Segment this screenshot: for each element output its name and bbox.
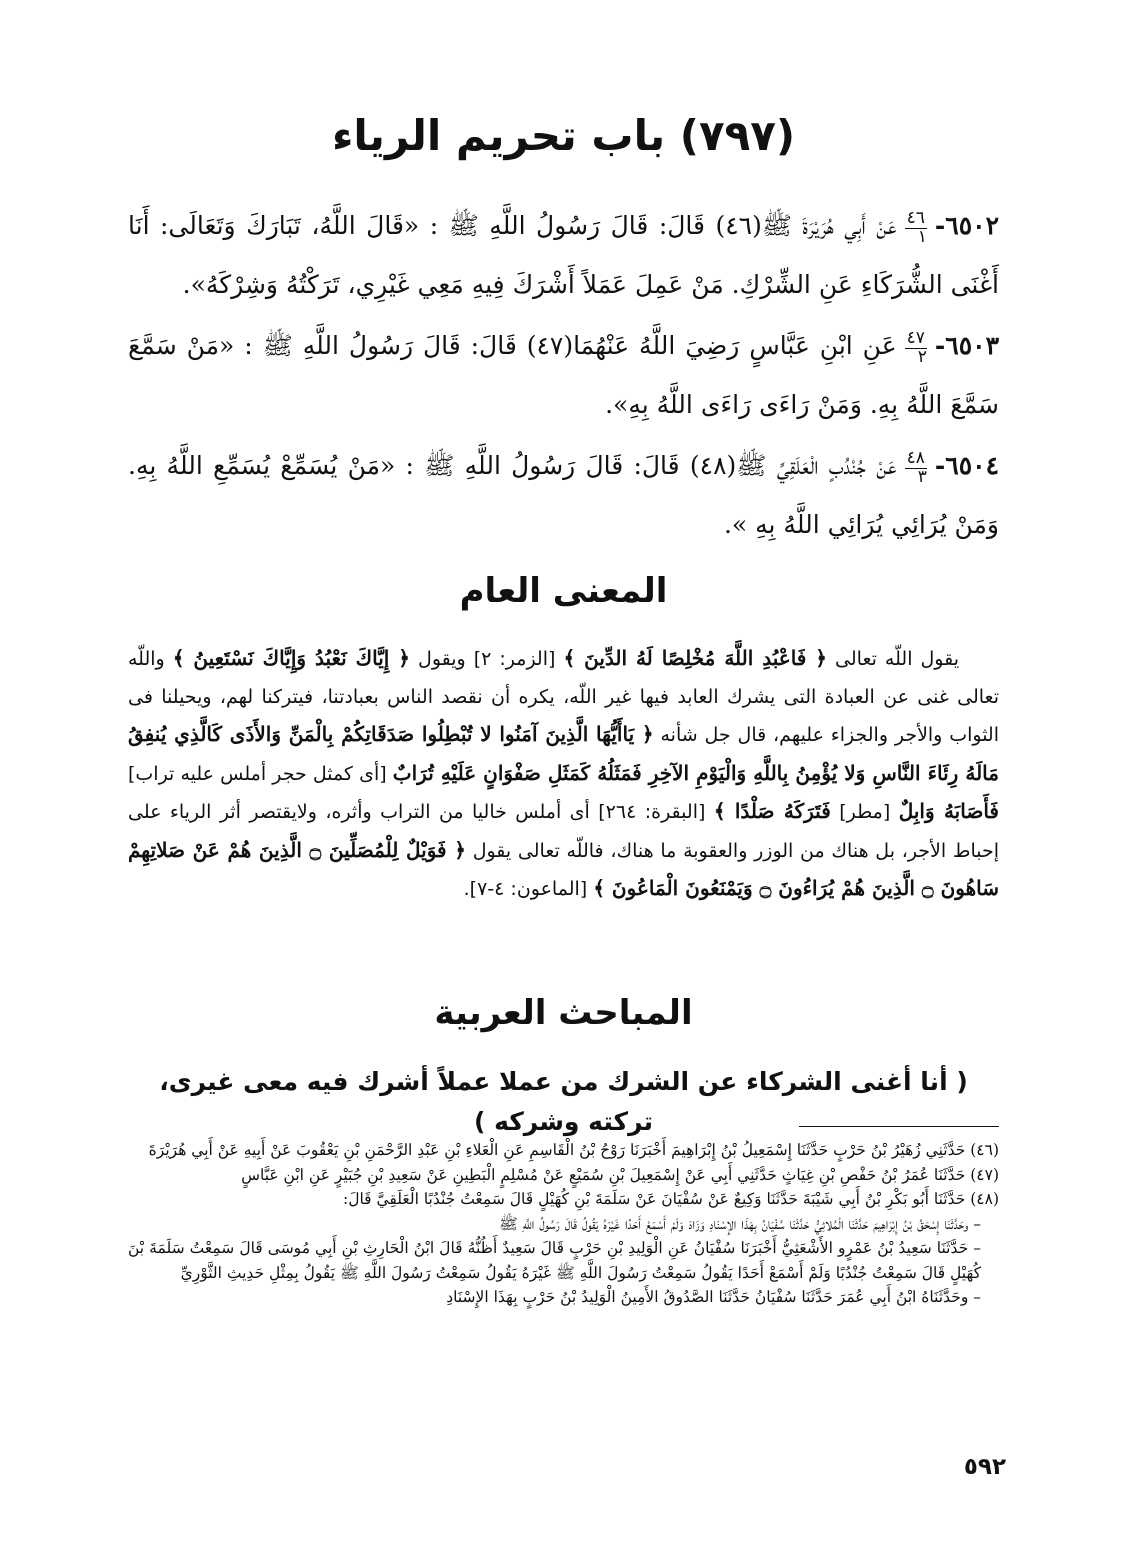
- quran-verse: ﴿ إِيَّاكَ نَعْبُدُ وَإِيَّاكَ نَسْتَعِينُ ﴾: [172, 646, 411, 670]
- footnote-48-chain-4: – وحَدَّثَنَاهُ ابْنُ أَبِي عُمَرَ حَدَّثَنَا سُفْيَانُ حَدَّثَنَا الصَّدُوقُ الأَمِينُ الْوَلِيدُ بْنُ حَرْبٍ بِهَذَا الإِسْنَادِ: [446, 1288, 981, 1306]
- hadith-text: عَنْ أَبِي هُرَيْرَةَ ﷺ(٤٦) قَالَ: قَالَ رَسُولُ اللَّهِ ﷺ : «قَالَ اللَّهُ، تَبَارَكَ وَتَعَالَى: أَنَا أَغْنَى الشُّرَكَاءِ عَنِ الشِّرْكِ. مَنْ عَمِلَ عَمَلاً أَشْرَكَ فِيهِ مَعِي غَيْرِي، تَرَكْتُهُ وَشِرْكَهُ».: [128, 211, 999, 299]
- hadith-ref-fraction: [905, 447, 927, 487]
- quran-verse: ﴿ فَاعْبُدِ اللَّهَ مُخْلِصًا لَهُ الدِّينَ ﴾: [563, 646, 828, 670]
- hadith-6503: [128, 316, 999, 434]
- ref-bottom: ٢: [917, 346, 927, 367]
- section-heading-arabic-discussions: المباحث العربية: [434, 993, 693, 1033]
- footnote-48: (٤٨) حَدَّثَنَا أَبُو بَكْرِ بْنُ أَبِي شَيْبَةَ حَدَّثَنَا وَكِيعٌ عَنْ سُفْيَانَ عَنْ سَلَمَةَ بْنِ كُهَيْلٍ قَالَ سَمِعْتُ جُنْدُبًا الْعَلَقِيَّ قَالَ:: [342, 1190, 999, 1208]
- text-run: [مطر]: [839, 801, 891, 823]
- hadith-ref-fraction: [905, 207, 927, 247]
- page-number: ٥٩٢: [963, 1454, 1006, 1480]
- quran-verse: فَأَصَابَهُ وَابِلٌ: [898, 799, 999, 823]
- footnote-46: (٤٦) حَدَّثَنِي زُهَيْرُ بْنُ حَرْبٍ حَدَّثَنَا إِسْمَعِيلُ بْنُ إِبْرَاهِيمَ أَخْبَرَنَا رَوْحُ بْنُ الْقَاسِمِ عَنِ الْعَلاءِ بْنِ عَبْدِ الرَّحْمَنِ بْنِ يَعْقُوبَ عَنْ أَبِيهِ عَنْ أَبِي هُرَيْرَةَ: [148, 1141, 999, 1159]
- footnote-divider: [799, 1126, 999, 1127]
- ref-top: ٤٨: [906, 447, 925, 468]
- ref-bottom: ١: [917, 226, 927, 247]
- ref-top: ٤٧: [906, 327, 925, 348]
- footnotes: [128, 1138, 999, 1310]
- text-run: واللّه تعالى غنى عن العبادة التى يشرك العابد فيها غير اللّه، يكره أن نقصد الناس بعبادتنا، فيتركنا لهم، ويحيلنا فى الثواب والأجر والجزاء عليهم، قال جل شأنه: [128, 648, 999, 746]
- text-run: [الزمر: ٢] ويقول: [418, 648, 556, 670]
- text-run: [الماعون: ٤-٧].: [463, 878, 588, 900]
- hadith-number: ٦٥٠٤-: [934, 451, 999, 480]
- hadith-number: ٦٥٠٣-: [934, 331, 999, 360]
- footnote-47: (٤٧) حَدَّثَنَا عُمَرُ بْنُ حَفْصِ بْنِ غِيَاثٍ حَدَّثَنِي أَبِي عَنْ إِسْمَعِيلَ بْنِ سُمَيْعٍ عَنْ مُسْلِمٍ الْبَطِينِ عَنْ سَعِيدِ بْنِ جُبَيْرٍ عَنِ ابْنِ عَبَّاسٍ: [241, 1165, 999, 1184]
- footnote-48-chain-2: – وحَدَّثَنَا إِسْحَقُ بْنُ إِبْرَاهِيمَ حَدَّثَنَا الْمُلائِيُّ حَدَّثَنَا سُفْيَانُ بِهَذَا الإِسْنَادِ وَزَادَ وَلَمْ أَسْمَعْ أَحَدًا غَيْرَهُ يَقُولُ قَالَ رَسُولُ اللَّهِ ﷺ: [499, 1214, 981, 1233]
- hadith-6504: [128, 436, 999, 554]
- hadith-text: عَنِ ابْنِ عَبَّاسٍ رَضِيَ اللَّهُ عَنْهُمَا(٤٧) قَالَ: قَالَ رَسُولُ اللَّهِ ﷺ : «مَنْ سَمَّعَ سَمَّعَ اللَّهُ بِهِ. وَمَنْ رَاءَى رَاءَى اللَّهُ بِهِ».: [128, 331, 999, 419]
- section-heading-general-meaning: المعنى العام: [459, 571, 668, 611]
- text-run: [البقرة: ٢٦٤] أى أملس خاليا من التراب وأثره، ولايقتصر أثر الرياء على إحباط الأجر، بل هناك من الوزر والعقوبة ما هناك، فاللّه تعالى يقول: [128, 801, 999, 862]
- hadith-6502: [128, 196, 999, 314]
- text-run: [أى كمثل حجر أملس عليه تراب]: [128, 762, 387, 785]
- ref-bottom: ٣: [917, 466, 927, 487]
- quran-verse: فَتَرَكَهُ صَلْدًا ﴾: [713, 799, 831, 823]
- general-meaning-paragraph: [128, 640, 999, 909]
- quran-verse: ﴿ يَاأَيُّهَا الَّذِينَ آمَنُوا لا تُبْطِلُوا صَدَقَاتِكُمْ بِالْمَنِّ وَالأَذَى كَالَّذِي يُنفِقُ مَالَهُ رِئَاءَ النَّاسِ وَلا يُؤْمِنُ بِاللَّهِ وَالْيَوْمِ الآخِرِ فَمَثَلُهُ كَمَثَلِ صَفْوَانٍ عَلَيْهِ تُرَابٌ: [128, 722, 999, 785]
- chapter-title: (٧٩٧) باب تحريم الرياء: [331, 111, 796, 160]
- discussion-subheading: ( أنا أغنى الشركاء عن الشرك من عملا عملاً أشرك فيه معى غيرى، تركته وشركه ): [159, 1067, 968, 1136]
- hadith-number: ٦٥٠٢-: [934, 211, 999, 240]
- footnote-48-chain-3: – حَدَّثَنَا سَعِيدُ بْنُ عَمْرٍو الأَشْعَثِيُّ أَخْبَرَنَا سُفْيَانُ عَنِ الْوَلِيدِ بْنِ حَرْبٍ قَالَ سَعِيدٌ أَظُنُّهُ قَالَ ابْنُ الْحَارِثِ بْنِ أَبِي مُوسَى قَالَ سَمِعْتُ سَلَمَةَ بْنَ كُهَيْلٍ قَالَ سَمِعْتُ جُنْدُبًا وَلَمْ أَسْمَعْ أَحَدًا يَقُولُ سَمِعْتُ رَسُولَ اللَّهِ ﷺ غَيْرَهُ يَقُولُ سَمِعْتُ رَسُولَ اللَّهِ ﷺ يَقُولُ بِمِثْلِ حَدِيثِ الثَّوْرِيِّ: [128, 1239, 981, 1282]
- quran-verse: ﴿ فَوَيْلٌ لِلْمُصَلِّينَ ۝ الَّذِينَ هُمْ عَنْ صَلاتِهِمْ سَاهُونَ ۝ الَّذِينَ هُمْ يُرَاءُونَ ۝ وَيَمْنَعُونَ الْمَاعُونَ ﴾: [128, 837, 999, 900]
- ref-top: ٤٦: [906, 207, 925, 228]
- text-run: يقول اللّه تعالى: [835, 648, 959, 670]
- hadith-text: عَنْ جُنْدُبٍ الْعَلَقِيِّ ﷺ(٤٨) قَالَ: قَالَ رَسُولُ اللَّهِ ﷺ : «مَنْ يُسَمِّعْ يُسَمِّعِ اللَّهُ بِهِ. وَمَنْ يُرَائِي يُرَائِي اللَّهُ بِهِ ».: [128, 451, 999, 539]
- hadith-ref-fraction: [905, 327, 927, 367]
